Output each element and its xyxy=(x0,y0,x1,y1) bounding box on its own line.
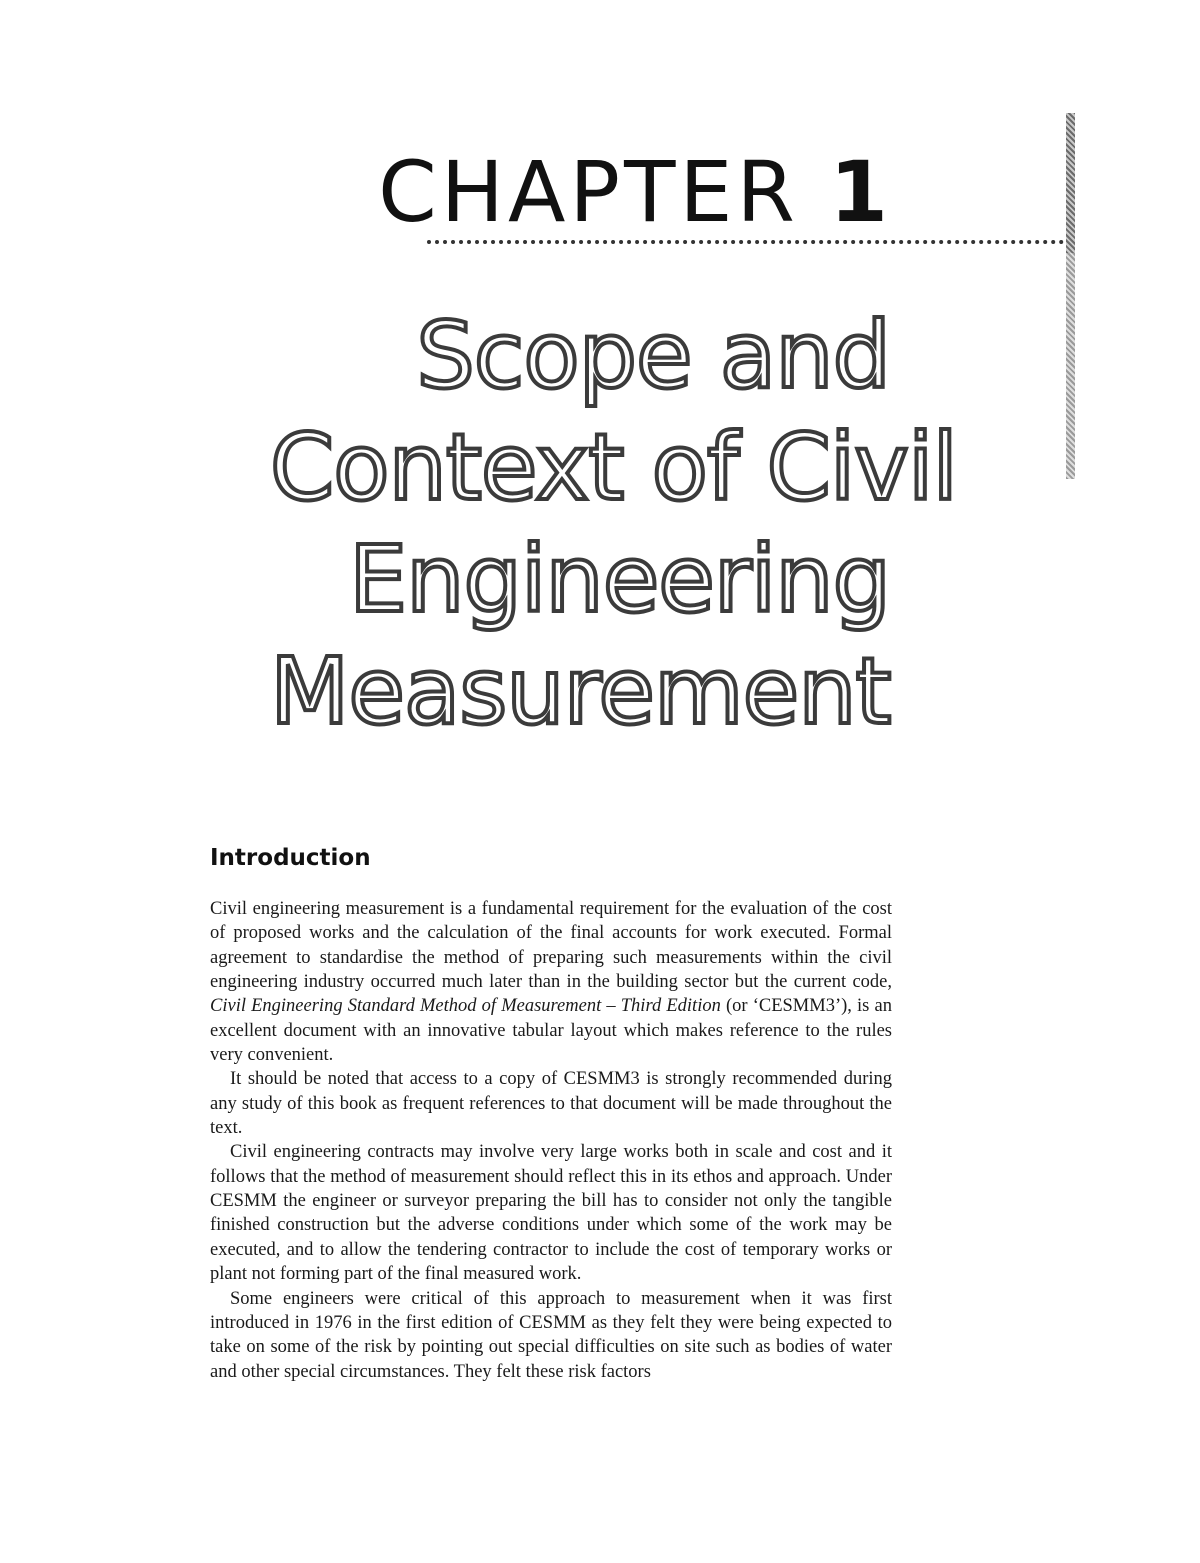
paragraph-text: Civil engineering measurement is a fundamental requirement for the evaluation of the cost of proposed works and the calculation of the final accounts for work executed. Formal agreement to standardise the method of preparing such measurements within the civil engineering industry occurred much later than in the building sector but the current code, xyxy=(210,899,892,993)
body-text xyxy=(210,897,892,1384)
chapter-dotted-rule xyxy=(427,240,1072,244)
chapter-label xyxy=(378,143,888,241)
chapter-title-line: Engineering xyxy=(349,526,890,633)
section-heading: Introduction xyxy=(210,845,371,871)
chapter-title-line: Scope and xyxy=(416,302,890,409)
chapter-title-line: Context of Civil xyxy=(270,414,957,521)
paragraph: It should be noted that access to a copy of CESMM3 is strongly recommended during any study of this book as frequent references to that document will be made throughout the text. xyxy=(210,1069,892,1139)
cited-title: Civil Engineering Standard Method of Measurement – Third Edition xyxy=(210,996,721,1017)
paragraph: Some engineers were critical of this approach to measurement when it was first introduced in 1976 in the first edition of CESMM as they felt they were being expected to take on some of the risk by pointing out special difficulties on site such as bodies of water and other special circumstances. They felt these risk factors xyxy=(210,1288,892,1382)
chapter-number: 1 xyxy=(829,143,888,241)
chapter-word: CHAPTER xyxy=(378,143,799,241)
paragraph xyxy=(210,897,892,1067)
chapter-title xyxy=(270,300,957,748)
chapter-title-line: Measurement xyxy=(270,638,891,745)
chapter-side-tab xyxy=(1066,113,1075,479)
paragraph-text: (or ‘CESMM3’), is an excellent document with an innovative tabular layout which makes reference to the rules very convenient. xyxy=(210,996,892,1066)
paragraph: Civil engineering contracts may involve very large works both in scale and cost and it follows that the method of measurement should reflect this in its ethos and approach. Under CESMM the engineer or surveyor preparing the bill has to consider not only the tangible finished construction but the adverse conditions under which some of the work may be executed, and to allow the tendering contractor to include the cost of temporary works or plant not forming part of the final measured work. xyxy=(210,1142,892,1285)
chapter-side-tab-dark xyxy=(1066,113,1075,253)
